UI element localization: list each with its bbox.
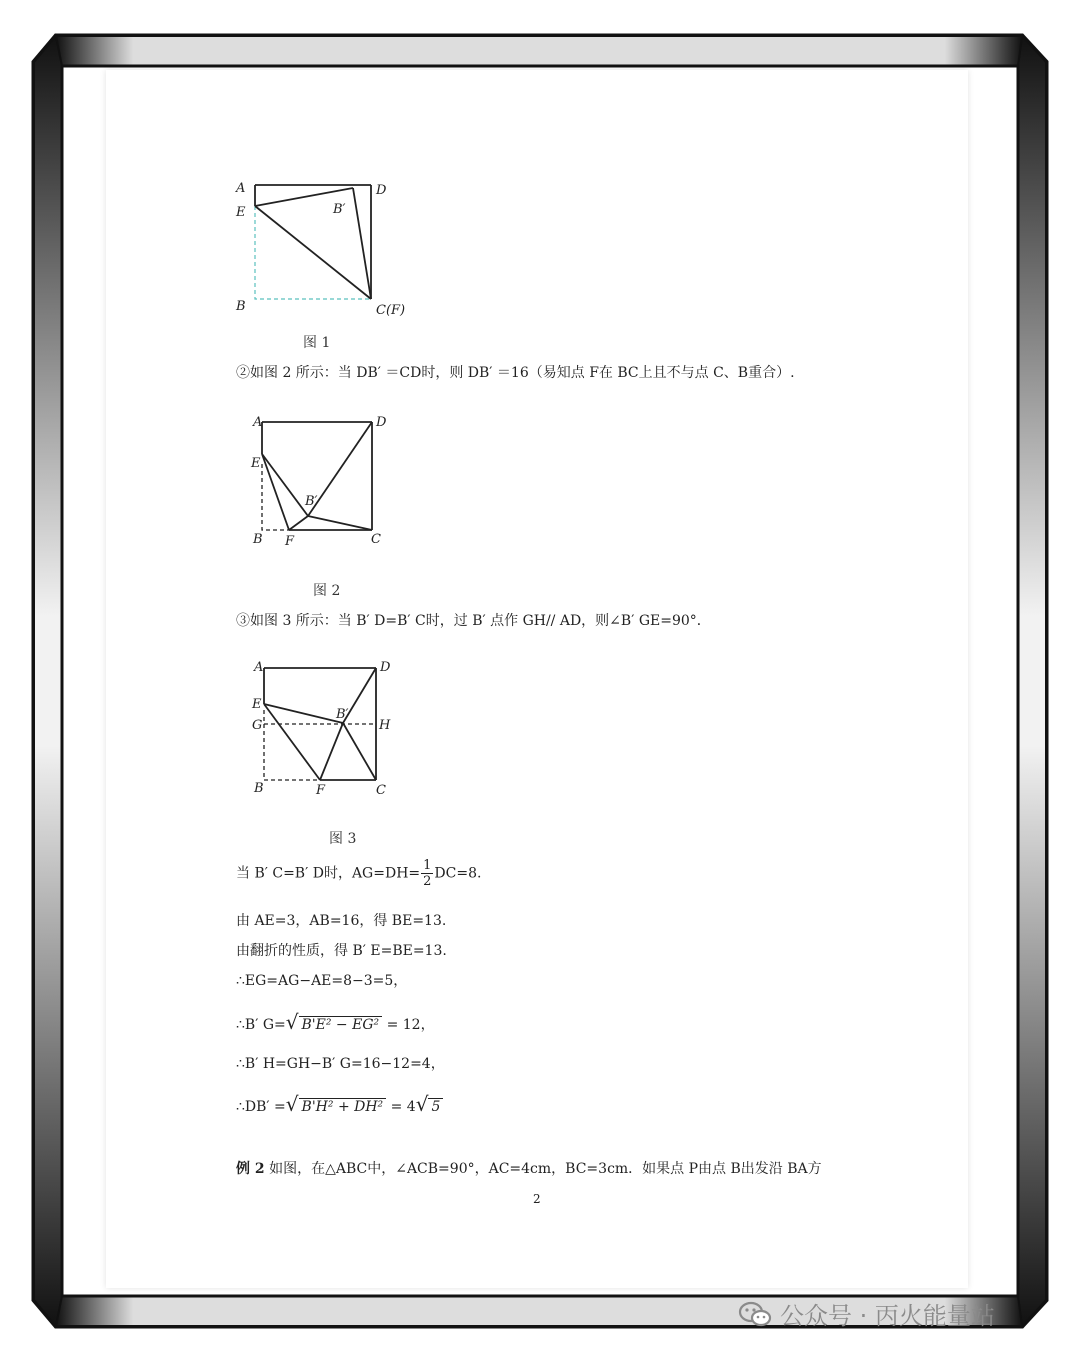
fig3-caption: 图 3	[329, 831, 357, 847]
fig3-label-e: E	[252, 697, 262, 712]
fig3-label-f: F	[316, 783, 326, 798]
fig2-label-e: E	[251, 456, 261, 471]
fig3-label-h: H	[379, 718, 391, 733]
solution-line-4: ∴EG=AG−AE=8−3=5，	[236, 973, 408, 989]
fig1-label-d: D	[376, 183, 387, 198]
fig1-label-e: E	[236, 205, 246, 220]
case2-text: ②如图 2 所示：当 DB′ ＝CD时，则 DB′ ＝16（易知点 F在 BC上且不与点 C、B重合）.	[236, 365, 795, 381]
solution-line-6: ∴B′ H=GH−B′ G=16−12=4，	[236, 1056, 445, 1072]
sqrt-icon: √	[285, 1010, 299, 1034]
solution-line-2: 由 AE=3，AB=16，得 BE=13.	[236, 913, 447, 929]
case3-text: ③如图 3 所示：当 B′ D=B′ C时，过 B′ 点作 GH// AD，则∠B′ GE=90°．	[236, 613, 711, 629]
solution-line-1	[236, 858, 481, 889]
sqrt-icon: √	[415, 1092, 429, 1116]
line1-prefix: 当 B′ C=B′ D时，AG=DH=	[236, 865, 421, 882]
fig2-label-c: C	[371, 532, 381, 547]
figure-1	[230, 178, 420, 323]
fig3-label-bprime: B′	[336, 707, 349, 722]
fig3-label-b: B	[254, 781, 264, 796]
example-2	[236, 1158, 822, 1178]
wechat-icon	[738, 1301, 772, 1327]
fig1-label-cf: C(F)	[376, 303, 406, 318]
fig1-label-b: B	[236, 299, 246, 314]
example-label: 例 2	[236, 1161, 265, 1177]
fig3-label-c: C	[376, 783, 386, 798]
fig2-label-b: B	[253, 532, 263, 547]
example-text: 如图，在△ABC中，∠ACB=90°，AC=4cm，BC=3cm．如果点 P由点 B出发沿 BA方	[264, 1161, 822, 1177]
figure-3	[246, 658, 406, 798]
fig2-label-f: F	[285, 534, 295, 549]
fig2-caption: 图 2	[313, 583, 341, 599]
watermark-text: 公众号 · 丙火能量站	[780, 1302, 995, 1330]
solution-line-3: 由翻折的性质，得 B′ E=BE=13.	[236, 943, 447, 959]
fig2-label-d: D	[376, 415, 387, 430]
solution-line-5: ∴B′ G=√ B'E² − EG² = 12，	[236, 1010, 435, 1034]
figure-2	[245, 412, 405, 552]
fraction-one-half: $\frac{1}{2}$	[423, 858, 432, 889]
fig2-label-bprime: B′	[305, 494, 318, 509]
fig2-label-a: A	[253, 415, 263, 430]
solution-line-7: ∴DB′ =√ B'H² + DH² = 4√ 5	[236, 1092, 443, 1116]
page-number: 2	[533, 1192, 541, 1206]
fig1-label-a: A	[236, 181, 246, 196]
line1-suffix: DC=8.	[434, 865, 482, 882]
fig3-label-g: G	[252, 718, 263, 733]
fig1-label-bprime: B′	[333, 202, 346, 217]
fig3-label-d: D	[380, 660, 391, 675]
watermark	[738, 1296, 995, 1331]
fig1-caption: 图 1	[303, 335, 331, 351]
sqrt-icon: √	[285, 1092, 299, 1116]
fig3-label-a: A	[254, 660, 264, 675]
